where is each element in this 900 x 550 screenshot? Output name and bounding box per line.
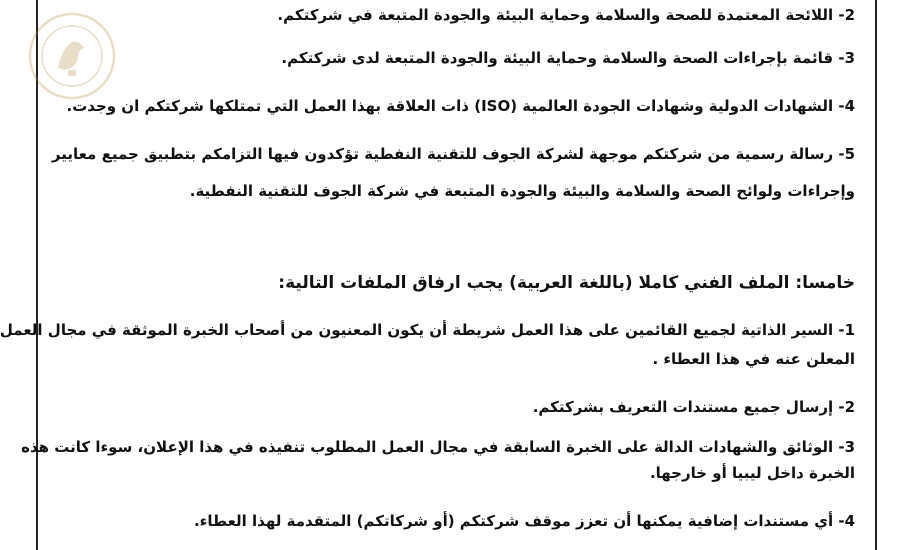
section5-item-3-line2: الخبرة داخل ليبيا أو خارجها. [649, 464, 855, 482]
section5-item-1-line1: 1- السير الذاتية لجميع القائمين على هذا العمل شريطة أن يكون المعنيون من أصحاب الخبرة الموثقة في مجال العمل [0, 321, 855, 339]
page-border-right [875, 0, 877, 550]
section4-item-2: 2- اللائحة المعتمدة للصحة والسلامة وحماية البيئة والجودة المتبعة في شركتكم. [277, 6, 855, 24]
section5-item-3-line1: 3- الوثائق والشهادات الدالة على الخبرة السابقة في مجال العمل المطلوب تنفيذه في هذا الإعلان، سوءا كانت هذه [21, 438, 855, 456]
section4-item-5-line2: وإجراءات ولوائح الصحة والسلامة والبيئة والجودة المتبعة في شركة الجوف للتقنية النفطية. [189, 182, 855, 200]
section5-item-2: 2- إرسال جميع مستندات التعريف بشركتكم. [532, 398, 855, 416]
section5-heading: خامسا: الملف الفني كاملا (باللغة العربية) يجب ارفاق الملفات التالية: [278, 273, 855, 293]
section4-item-4: 4- الشهادات الدولية وشهادات الجودة العالمية (ISO) ذات العلاقة بهذا العمل التي تمتلكها شركتكم ان وجدت. [66, 97, 855, 115]
section4-item-3: 3- قائمة بإجراءات الصحة والسلامة وحماية البيئة والجودة المتبعة لدى شركتكم. [281, 49, 855, 67]
section4-item-5-line1: 5- رسالة رسمية من شركتكم موجهة لشركة الجوف للتقنية النفطية تؤكدون فيها التزامكم بتطبيق جميع معايير [51, 145, 855, 163]
section5-item-4: 4- أي مستندات إضافية يمكنها أن تعزز موقف شركتكم (أو شركاتكم) المتقدمة لهذا العطاء. [193, 512, 855, 530]
section5-item-1-line2: المعلن عنه في هذا العطاء . [652, 350, 855, 368]
